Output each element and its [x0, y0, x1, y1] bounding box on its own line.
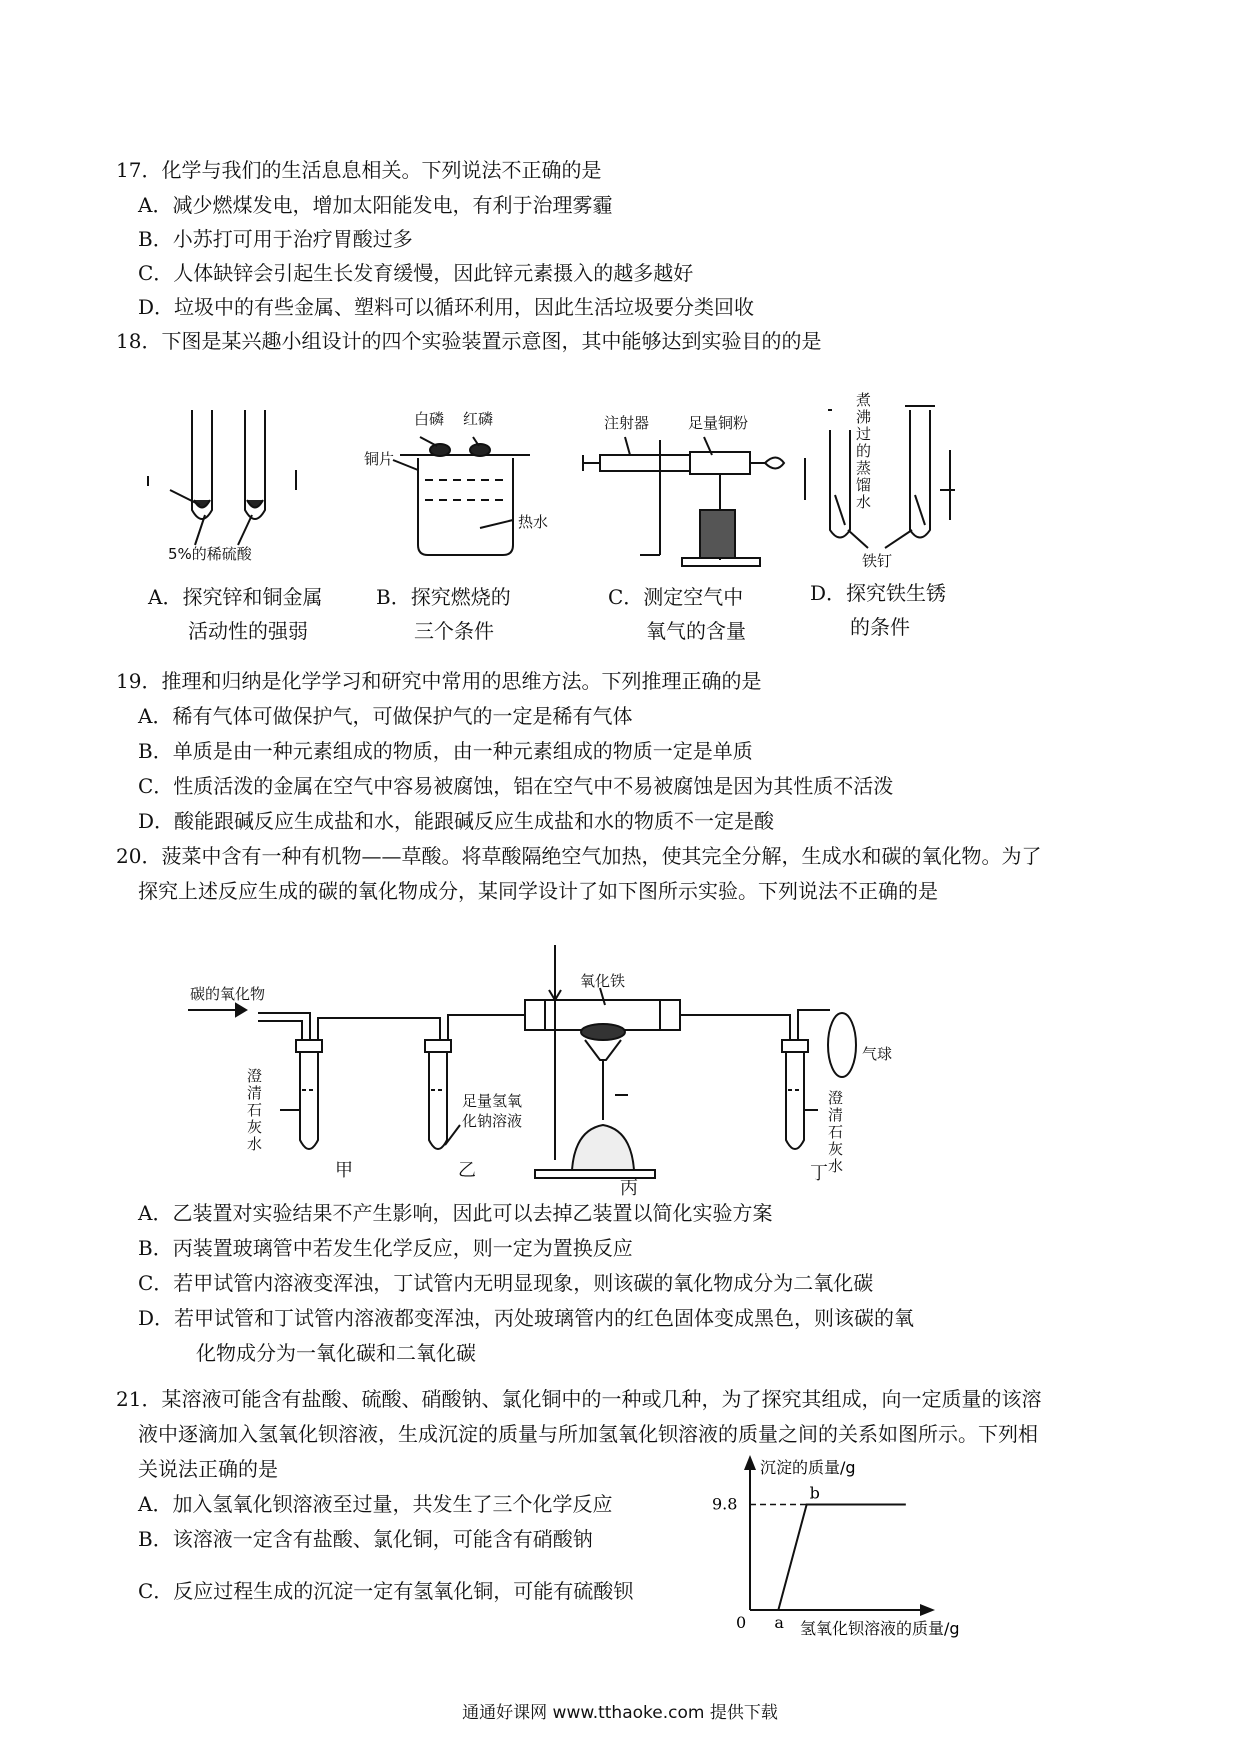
q20-option-d: D．若甲试管和丁试管内溶液都变浑浊，丙处玻璃管内的红色固体变成黑色，则该碳的氧 — [138, 1306, 915, 1330]
q18-option-a-line2: 活动性的强弱 — [188, 619, 308, 643]
q18-option-c-line2: 氧气的含量 — [646, 619, 746, 643]
fig20-label-jia: 甲 — [335, 1160, 353, 1181]
q17-stem: 17．化学与我们的生活息息相关。下列说法不正确的是 — [116, 158, 602, 182]
q18-stem: 18．下图是某兴趣小组设计的四个实验装置示意图，其中能够达到实验目的的是 — [116, 329, 822, 353]
chart-x-arrow — [920, 1604, 935, 1616]
q19-option-c: C．性质活泼的金属在空气中容易被腐蚀，铝在空气中不易被腐蚀是因为其性质不活泼 — [138, 774, 894, 798]
fig20-naoh-line2: 化钠溶液 — [462, 1112, 523, 1130]
fig-d-water-label: 煮沸过的蒸馏水 — [855, 391, 871, 511]
q18-option-b-line1: B．探究燃烧的 — [376, 585, 511, 609]
fig-a-label: 5%的稀硫酸 — [168, 545, 252, 563]
fig20-inlet-label: 碳的氧化物 — [190, 985, 266, 1003]
q21-stem-line1: 21．某溶液可能含有盐酸、硫酸、硝酸钠、氯化铜中的一种或几种，为了探究其组成，向一定质量的该溶 — [116, 1387, 1042, 1411]
fig20-limewater-left-label: 澄清石灰水 — [246, 1067, 262, 1153]
chart-point-a-label: a — [774, 1613, 784, 1632]
chart-xlabel: 氢氧化钡溶液的质量/g — [800, 1619, 960, 1638]
q18-option-a-line1: A．探究锌和铜金属 — [148, 585, 323, 609]
fig-b-hot-water-label: 热水 — [518, 513, 549, 531]
chart-y-tick-label: 9.8 — [712, 1494, 738, 1514]
q19-option-d: D．酸能跟碱反应生成盐和水，能跟碱反应生成盐和水的物质不一定是酸 — [138, 809, 775, 833]
q19-option-b: B．单质是由一种元素组成的物质，由一种元素组成的物质一定是单质 — [138, 739, 753, 763]
q17-option-b: B．小苏打可用于治疗胃酸过多 — [138, 227, 413, 251]
q20-stem-line2: 探究上述反应生成的碳的氧化物成分，某同学设计了如下图所示实验。下列说法不正确的是 — [138, 879, 938, 903]
chart-y-arrow — [744, 1455, 756, 1470]
fig20-label-ding: 丁 — [810, 1163, 828, 1184]
q18-option-c-line1: C．测定空气中 — [608, 585, 744, 609]
chart-point-b-label: b — [809, 1483, 820, 1503]
fig-b-red-phosphorus-label: 红磷 — [463, 410, 494, 428]
chart-origin-label: 0 — [736, 1613, 747, 1632]
q21-option-c: C．反应过程生成的沉淀一定有氢氧化铜，可能有硫酸钡 — [138, 1579, 634, 1603]
fig-b-white-phosphorus-label: 白磷 — [414, 410, 445, 428]
q21-stem-line2: 液中逐滴加入氢氧化钡溶液，生成沉淀的质量与所加氢氧化钡溶液的质量之间的关系如图所示。下列相 — [138, 1422, 1038, 1446]
chart-ylabel: 沉淀的质量/g — [760, 1458, 856, 1477]
page-footer: 通通好课网 www.tthaoke.com 提供下载 — [462, 1703, 778, 1723]
q21-option-a: A．加入氢氧化钡溶液至过量，共发生了三个化学反应 — [138, 1492, 613, 1516]
q20-option-c: C．若甲试管内溶液变浑浊，丁试管内无明显现象，则该碳的氧化物成分为二氧化碳 — [138, 1271, 874, 1295]
fig-d-nail-label: 铁钉 — [862, 552, 893, 570]
q21-option-b: B．该溶液一定含有盐酸、氯化铜，可能含有硝酸钠 — [138, 1527, 593, 1551]
q17-option-c: C．人体缺锌会引起生长发育缓慢，因此锌元素摄入的越多越好 — [138, 261, 694, 285]
q20-option-d-cont: 化物成分为一氧化碳和二氧化碳 — [196, 1341, 476, 1365]
fig20-label-yi: 乙 — [458, 1160, 476, 1181]
q20-option-b: B．丙装置玻璃管中若发生化学反应，则一定为置换反应 — [138, 1236, 633, 1260]
fig-c-copper-powder-label: 足量铜粉 — [688, 414, 749, 432]
fig-b-copper-label: 铜片 — [364, 450, 395, 468]
q20-stem-line1: 20．菠菜中含有一种有机物——草酸。将草酸隔绝空气加热，使其完全分解，生成水和碳的氧化物。为了 — [116, 844, 1042, 868]
fig20-naoh-line1: 足量氢氧 — [462, 1092, 523, 1110]
q17-option-d: D．垃圾中的有些金属、塑料可以循环利用，因此生活垃圾要分类回收 — [138, 295, 755, 319]
fig-c-syringe-label: 注射器 — [604, 414, 650, 432]
chart-series-line — [750, 1504, 906, 1610]
q18-option-d-line2: 的条件 — [850, 615, 910, 639]
q20-option-a: A．乙装置对实验结果不产生影响，因此可以去掉乙装置以简化实验方案 — [138, 1201, 773, 1225]
q17-option-a: A．减少燃煤发电，增加太阳能发电，有利于治理雾霾 — [138, 193, 613, 217]
q18-option-b-line2: 三个条件 — [414, 619, 494, 643]
q18-option-d-line1: D．探究铁生锈 — [810, 581, 947, 605]
q19-stem: 19．推理和归纳是化学学习和研究中常用的思维方法。下列推理正确的是 — [116, 669, 762, 693]
q21-stem-line3: 关说法正确的是 — [138, 1457, 278, 1481]
q19-option-a: A．稀有气体可做保护气，可做保护气的一定是稀有气体 — [138, 704, 633, 728]
fig20-balloon-label: 气球 — [862, 1045, 893, 1063]
fig20-limewater-right-label: 澄清石灰水 — [827, 1089, 843, 1175]
fig20-iron-oxide-label: 氧化铁 — [580, 972, 626, 990]
fig20-label-bing: 丙 — [620, 1178, 638, 1199]
